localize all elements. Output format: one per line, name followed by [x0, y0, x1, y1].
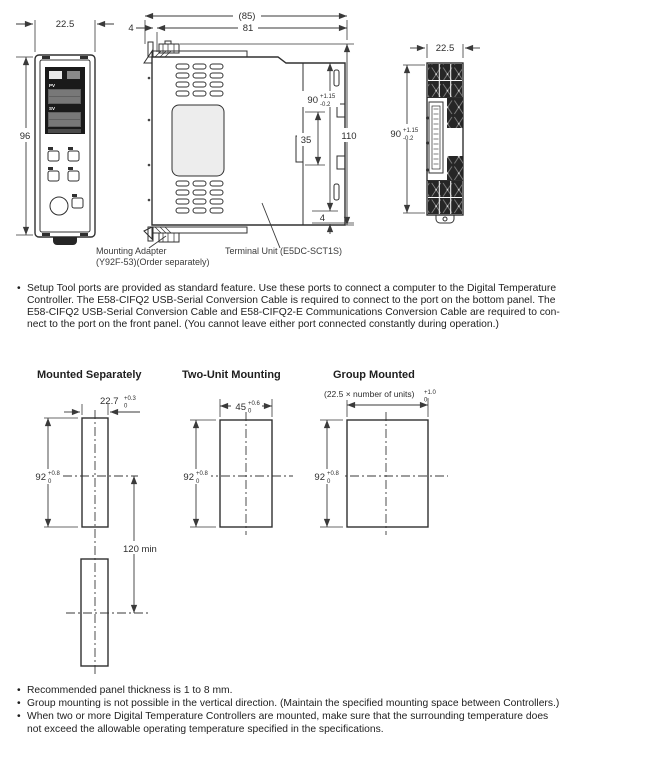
- footer-notes: [17, 684, 559, 736]
- back-view-drawing: [384, 43, 480, 223]
- front-buttons: [48, 147, 83, 215]
- group-height-tol-plus: +0.8: [327, 471, 339, 477]
- bullet: •: [17, 711, 21, 722]
- setup-tool-note: [17, 283, 560, 331]
- side-adapter-offset-dim: 4: [128, 23, 134, 34]
- side-overall-height-dim: 110: [341, 131, 357, 142]
- group-height-tol-zero: 0: [327, 479, 331, 485]
- side-hook-span-dim: 35: [300, 135, 312, 146]
- sv-label: SV: [49, 106, 56, 111]
- pv-label: PV: [49, 83, 56, 88]
- separate-height-tol-zero: 0: [48, 479, 52, 485]
- group-mounted-diagram: [310, 389, 448, 535]
- two-unit-mounting-title: Two-Unit Mounting: [182, 369, 281, 381]
- side-cutout-height-dim: 90: [307, 95, 318, 106]
- note-group-mounting: Group mounting is not possible in the vertical direction. (Maintain the specified mounting space between Controllers.): [27, 698, 560, 709]
- front-view-drawing: [14, 19, 114, 245]
- panel-cutout-diagrams: [0, 385, 650, 685]
- setup-note-line: Controller. The E58-CIFQ2 USB-Serial Conversion Cable is required to connect to the port on the bottom panel. The: [27, 295, 556, 307]
- back-height-tol-plus: +1.15: [403, 128, 419, 134]
- separate-height-dim: 92: [35, 472, 46, 483]
- group-height-dim: 92: [314, 472, 325, 483]
- separate-width-dim: 22.7: [100, 396, 119, 407]
- two-unit-height-tol-zero: 0: [196, 479, 200, 485]
- front-knob: [50, 197, 68, 215]
- side-body-width-dim: 81: [242, 23, 254, 34]
- bullet: •: [17, 283, 21, 294]
- back-height-dim: 90: [390, 129, 401, 140]
- two-unit-mounting-diagram: [179, 398, 293, 535]
- mounting-adapter-label-line2: (Y92F-53)(Order separately): [96, 257, 210, 267]
- back-width-dim: 22.5: [435, 43, 455, 54]
- two-unit-width-tol-zero: 0: [248, 408, 252, 415]
- note-panel-thickness: Recommended panel thickness is 1 to 8 mm.: [27, 685, 233, 696]
- group-width-tol-zero: 0: [424, 397, 428, 404]
- setup-note-line: Setup Tool ports are provided as standard feature. Use these ports to connect a computer to the Digital Temperature: [27, 283, 557, 294]
- setup-note-line: nect to the port on the front panel. (You cannot leave either port connected constantly during operation.): [27, 319, 499, 331]
- group-width-dim: (22.5 × number of units): [324, 389, 415, 399]
- side-view-drawing: [96, 10, 362, 267]
- dimension-drawings: [0, 0, 650, 278]
- back-connector: [429, 102, 443, 173]
- two-unit-width-tol-plus: +0.6: [248, 401, 260, 407]
- note-surrounding-temperature-line1: When two or more Digital Temperature Controllers are mounted, make sure that the surrounding temperature does: [27, 711, 549, 722]
- group-width-tol-plus: +1.0: [424, 390, 436, 396]
- cutout-rect-below: [81, 559, 108, 666]
- vent-slots-top: [176, 64, 223, 96]
- mounting-adapter-label-line1: Mounting Adapter: [96, 246, 167, 256]
- back-height-tol-minus: -0.2: [403, 136, 414, 142]
- note-surrounding-temperature-line2: not exceed the allowable operating temperature specified in the specifications.: [27, 724, 384, 735]
- two-unit-height-dim: 92: [183, 472, 194, 483]
- terminal-unit-label: Terminal Unit (E5DC-SCT1S): [225, 246, 343, 256]
- bullet: •: [17, 685, 21, 696]
- front-width-dim: 22.5: [55, 19, 75, 30]
- front-height-dim: 96: [19, 131, 31, 142]
- side-cutout-tol-minus: -0.2: [320, 102, 331, 108]
- two-unit-height-tol-plus: +0.8: [196, 471, 208, 477]
- separate-width-tol-plus: +0.3: [124, 396, 136, 402]
- side-panel-cover: [172, 105, 224, 176]
- bullet: •: [17, 698, 21, 709]
- group-mounted-title: Group Mounted: [333, 369, 415, 381]
- mounted-separately-title: Mounted Separately: [37, 369, 142, 381]
- side-bottom-gap-dim: 4: [319, 213, 325, 224]
- mounted-separately-diagram: [31, 396, 158, 675]
- side-cutout-tol-plus: +1.15: [320, 94, 336, 100]
- cutout-rect: [347, 420, 428, 527]
- mounting-adapter-bottom: [144, 227, 247, 242]
- separate-height-tol-plus: +0.8: [48, 471, 60, 477]
- separate-width-tol-zero: 0: [124, 403, 128, 410]
- separate-spacing-dim: 120 min: [123, 544, 157, 555]
- side-overall-width-dim: (85): [238, 11, 256, 22]
- two-unit-width-dim: 45: [235, 402, 246, 413]
- setup-note-line: E58-CIFQ2 USB-Serial Conversion Cable and E58-CIFQ2-E Communications Conversion Cable are required to con-: [27, 307, 560, 319]
- vent-slots-bottom: [176, 181, 223, 213]
